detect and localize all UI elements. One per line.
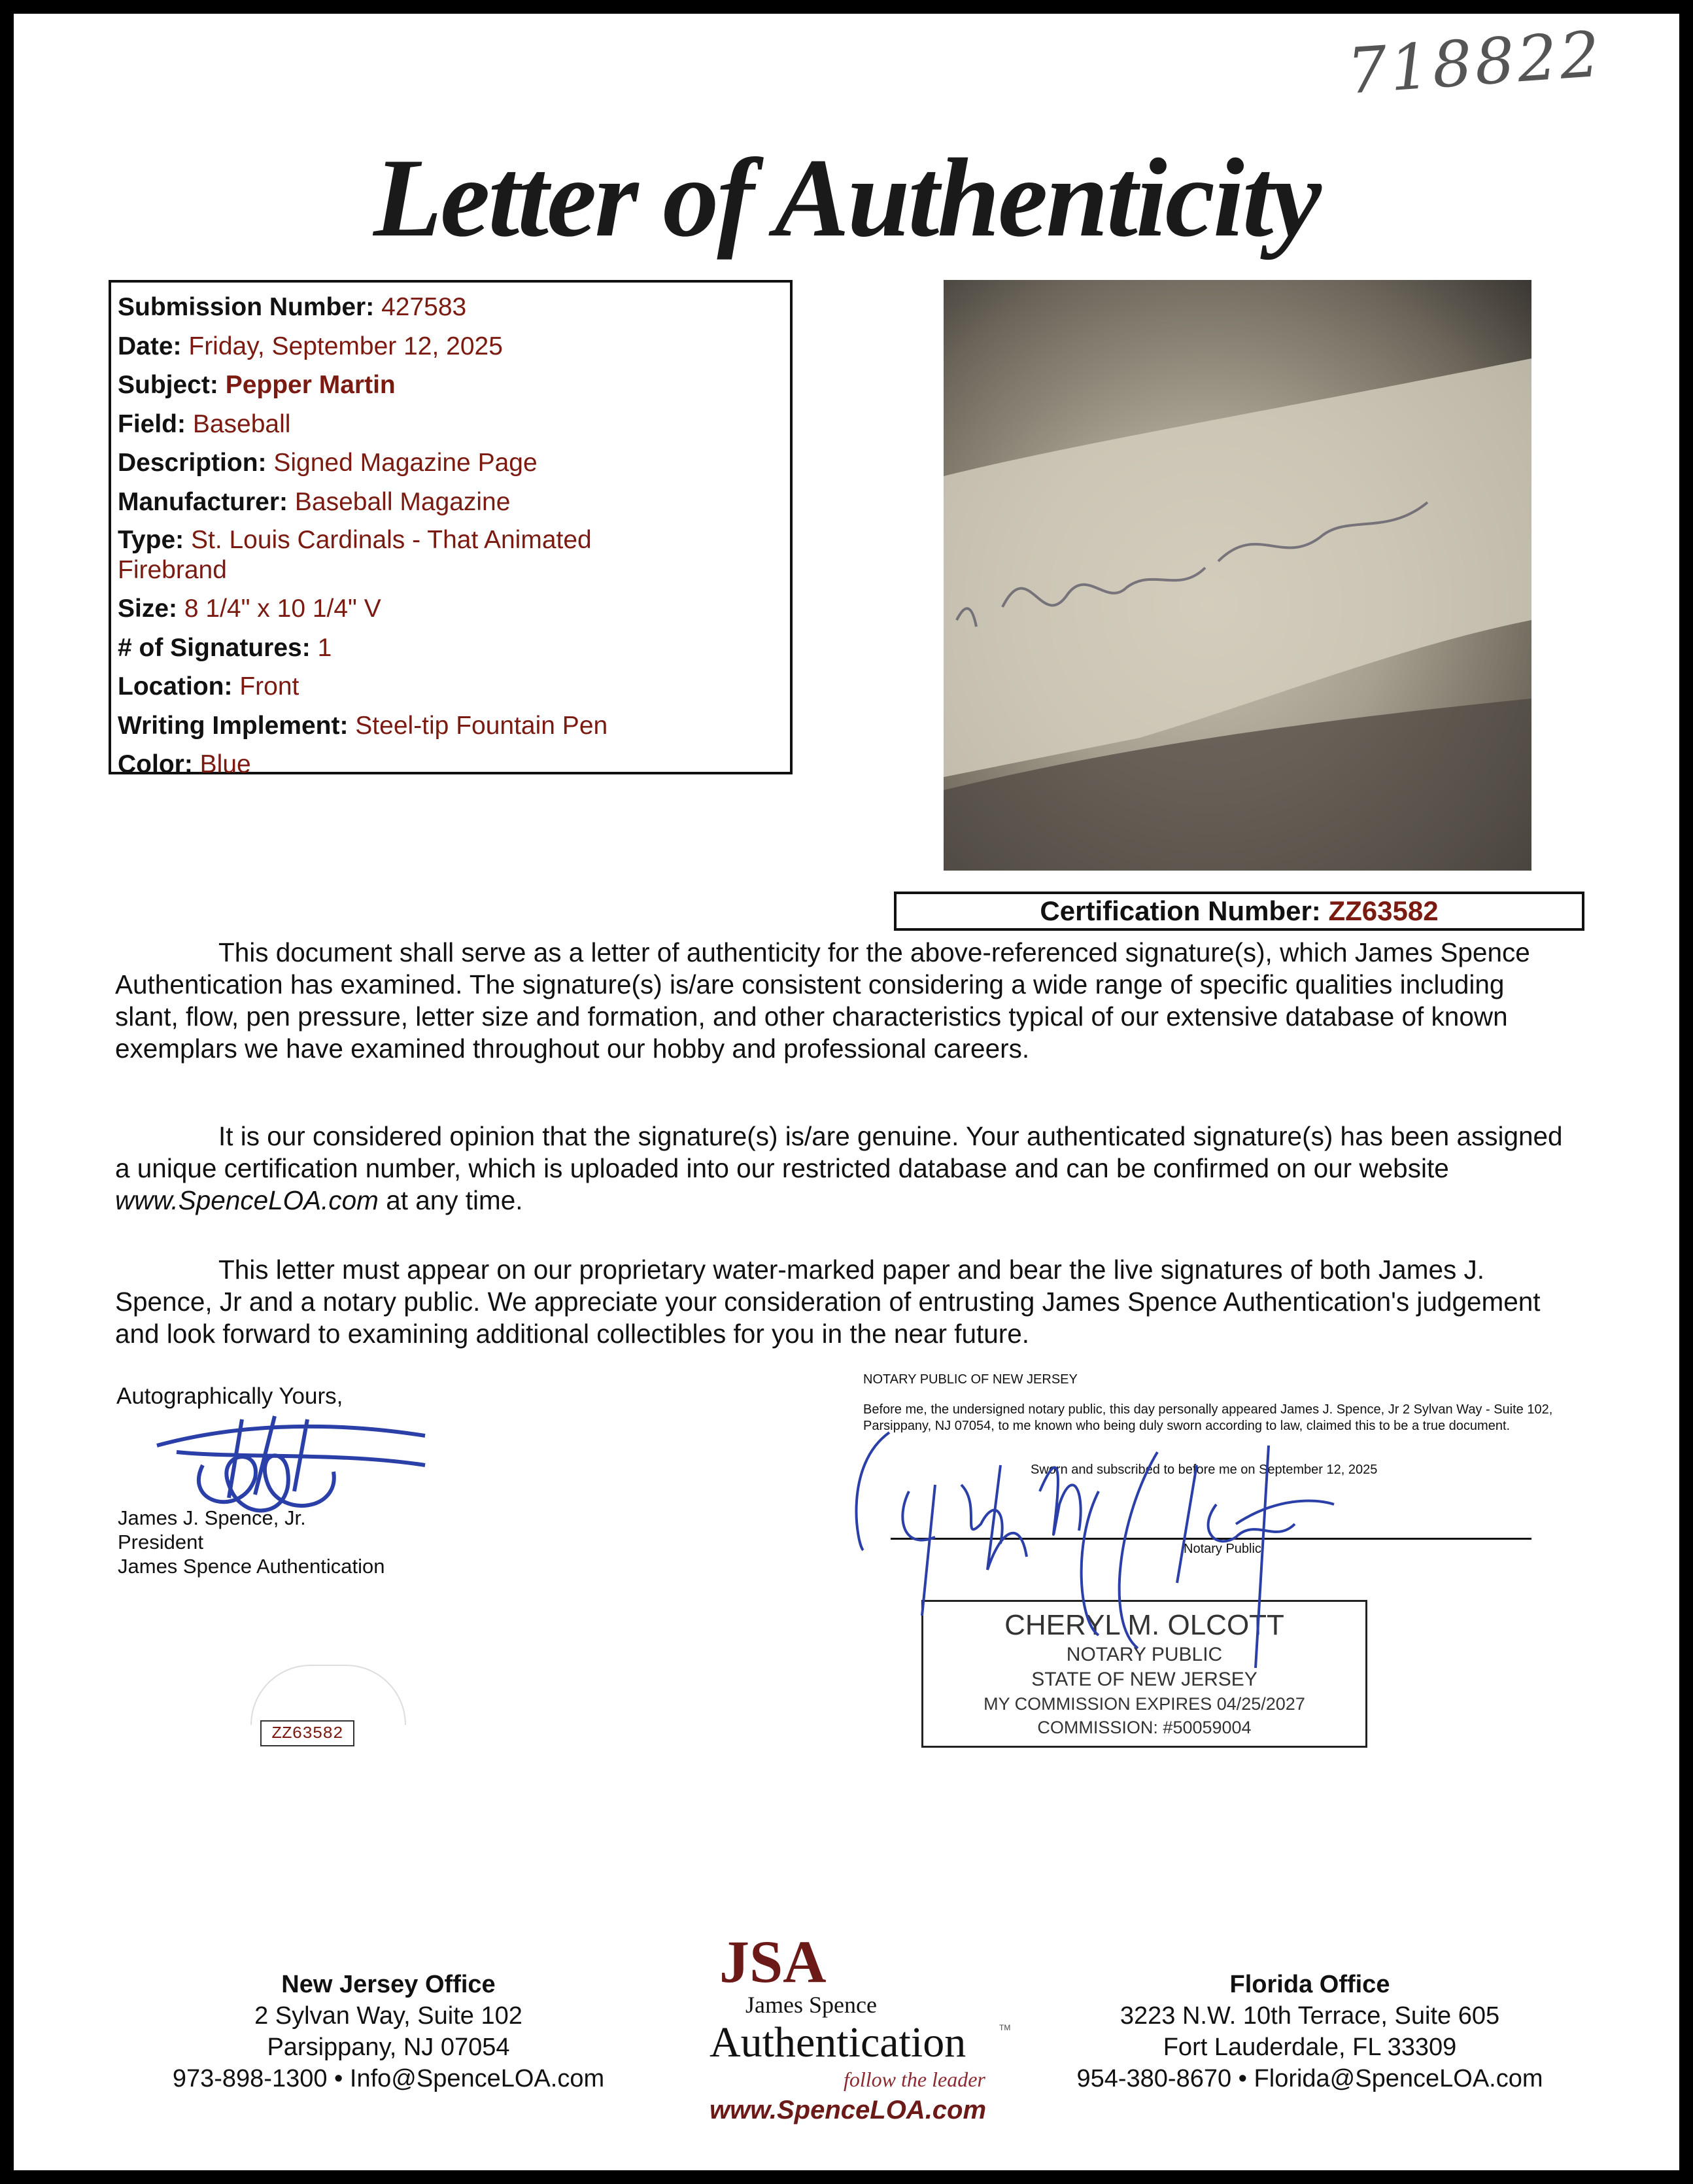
certification-number-box: Certification Number: ZZ63582 (894, 892, 1584, 931)
certification-number: ZZ63582 (1328, 895, 1439, 926)
info-box (109, 280, 793, 778)
paragraph-opinion: It is our considered opinion that the signature(s) is/are genuine. Your authenticated signature(s) has been assigned a unique certification number, which is uploaded into our restricted database and can be confirmed on our website www.SpenceLOA.com at any time. (115, 1121, 1563, 1215)
nj-office: New Jersey Office 2 Sylvan Way, Suite 102 Parsippany, NJ 07054 973-898-1300 • Info@SpenceLOA.com (172, 1971, 605, 2092)
notary-sworn: Sworn and subscribed to before me on September 12, 2025 (1031, 1463, 1378, 1477)
notary-signature (850, 1413, 1412, 1701)
page-title: Letter of Authenticity (373, 136, 1320, 260)
info-row-type: Type: St. Louis Cardinals - That Animated Firebrand (118, 526, 592, 584)
photo-artwork (944, 280, 1531, 871)
handwritten-number: 718822 (1344, 17, 1605, 109)
notary-heading: NOTARY PUBLIC OF NEW JERSEY (863, 1372, 1078, 1387)
info-row-size: Size: 8 1/4" x 10 1/4" V (118, 595, 381, 623)
info-row-color: Color: Blue (118, 750, 251, 778)
info-row-description: Description: Signed Magazine Page (118, 449, 538, 477)
paragraph-requirements: This letter must appear on our proprietary water-marked paper and bear the live signatures of both James J. Spence, Jr and a notary public. We appreciate your consideration of entrusting James Spence Authentication's judgement and look forward to examining additional collectibles for you in the near future. (115, 1255, 1541, 1349)
info-row-subject: Subject: Pepper Martin (118, 371, 396, 399)
info-row-signatures: # of Signatures: 1 (118, 633, 332, 662)
logo-website-link[interactable]: www.SpenceLOA.com (710, 2096, 987, 2124)
info-row-manufacturer: Manufacturer: Baseball Magazine (118, 487, 511, 516)
closing-block: James J. Spence, Jr. President James Spence Authentication (118, 1506, 385, 1578)
website-link[interactable]: www.SpenceLOA.com (115, 1185, 379, 1215)
info-row-field: Field: Baseball (118, 409, 291, 438)
info-row-date: Date: Friday, September 12, 2025 (118, 332, 503, 360)
notary-line-label: Notary Public (1184, 1542, 1261, 1556)
notary-body: Before me, the undersigned notary public, this day personally appeared James J. Spence, Jr 2 Sylvan Way - Suite 102, Parsippany, NJ 07054, to me known who being duly sworn according to law, claimed this to be a true document. (863, 1402, 1553, 1433)
fl-office: Florida Office 3223 N.W. 10th Terrace, Suite 605 Fort Lauderdale, FL 33309 954-380-8670 • Florida@SpenceLOA.com (1076, 1971, 1543, 2092)
info-row-submission: Submission Number: 427583 (118, 293, 467, 321)
info-row-writing-implement: Writing Implement: Steel-tip Fountain Pen (118, 711, 608, 740)
notary-stamp: CHERYL M. OLCOTT NOTARY PUBLIC STATE OF NEW JERSEY MY COMMISSION EXPIRES 04/25/2027 COMMISSION: #50059004 (921, 1600, 1367, 1748)
jsa-logo: JSA James Spence Authentication TM follow the leader www.SpenceLOA.com (710, 1928, 1011, 2124)
info-row-location: Location: Front (118, 672, 299, 701)
signed-item-photo (944, 280, 1531, 871)
sticker-number: ZZ63582 (260, 1720, 354, 1746)
paragraph-authenticity: This document shall serve as a letter of authenticity for the above-referenced signature(s), which James Spence Authentication has examined. The signature(s) is/are consistent considering a wide range of specific qualities including slant, flow, pen pressure, letter size and formation, and other characteristics typical of our extensive database of known exemplars we have examined throughout our hobby and professional careers. (115, 937, 1530, 1064)
closing-salutation: Autographically Yours, (116, 1383, 343, 1409)
hologram-sticker (250, 1665, 403, 1748)
